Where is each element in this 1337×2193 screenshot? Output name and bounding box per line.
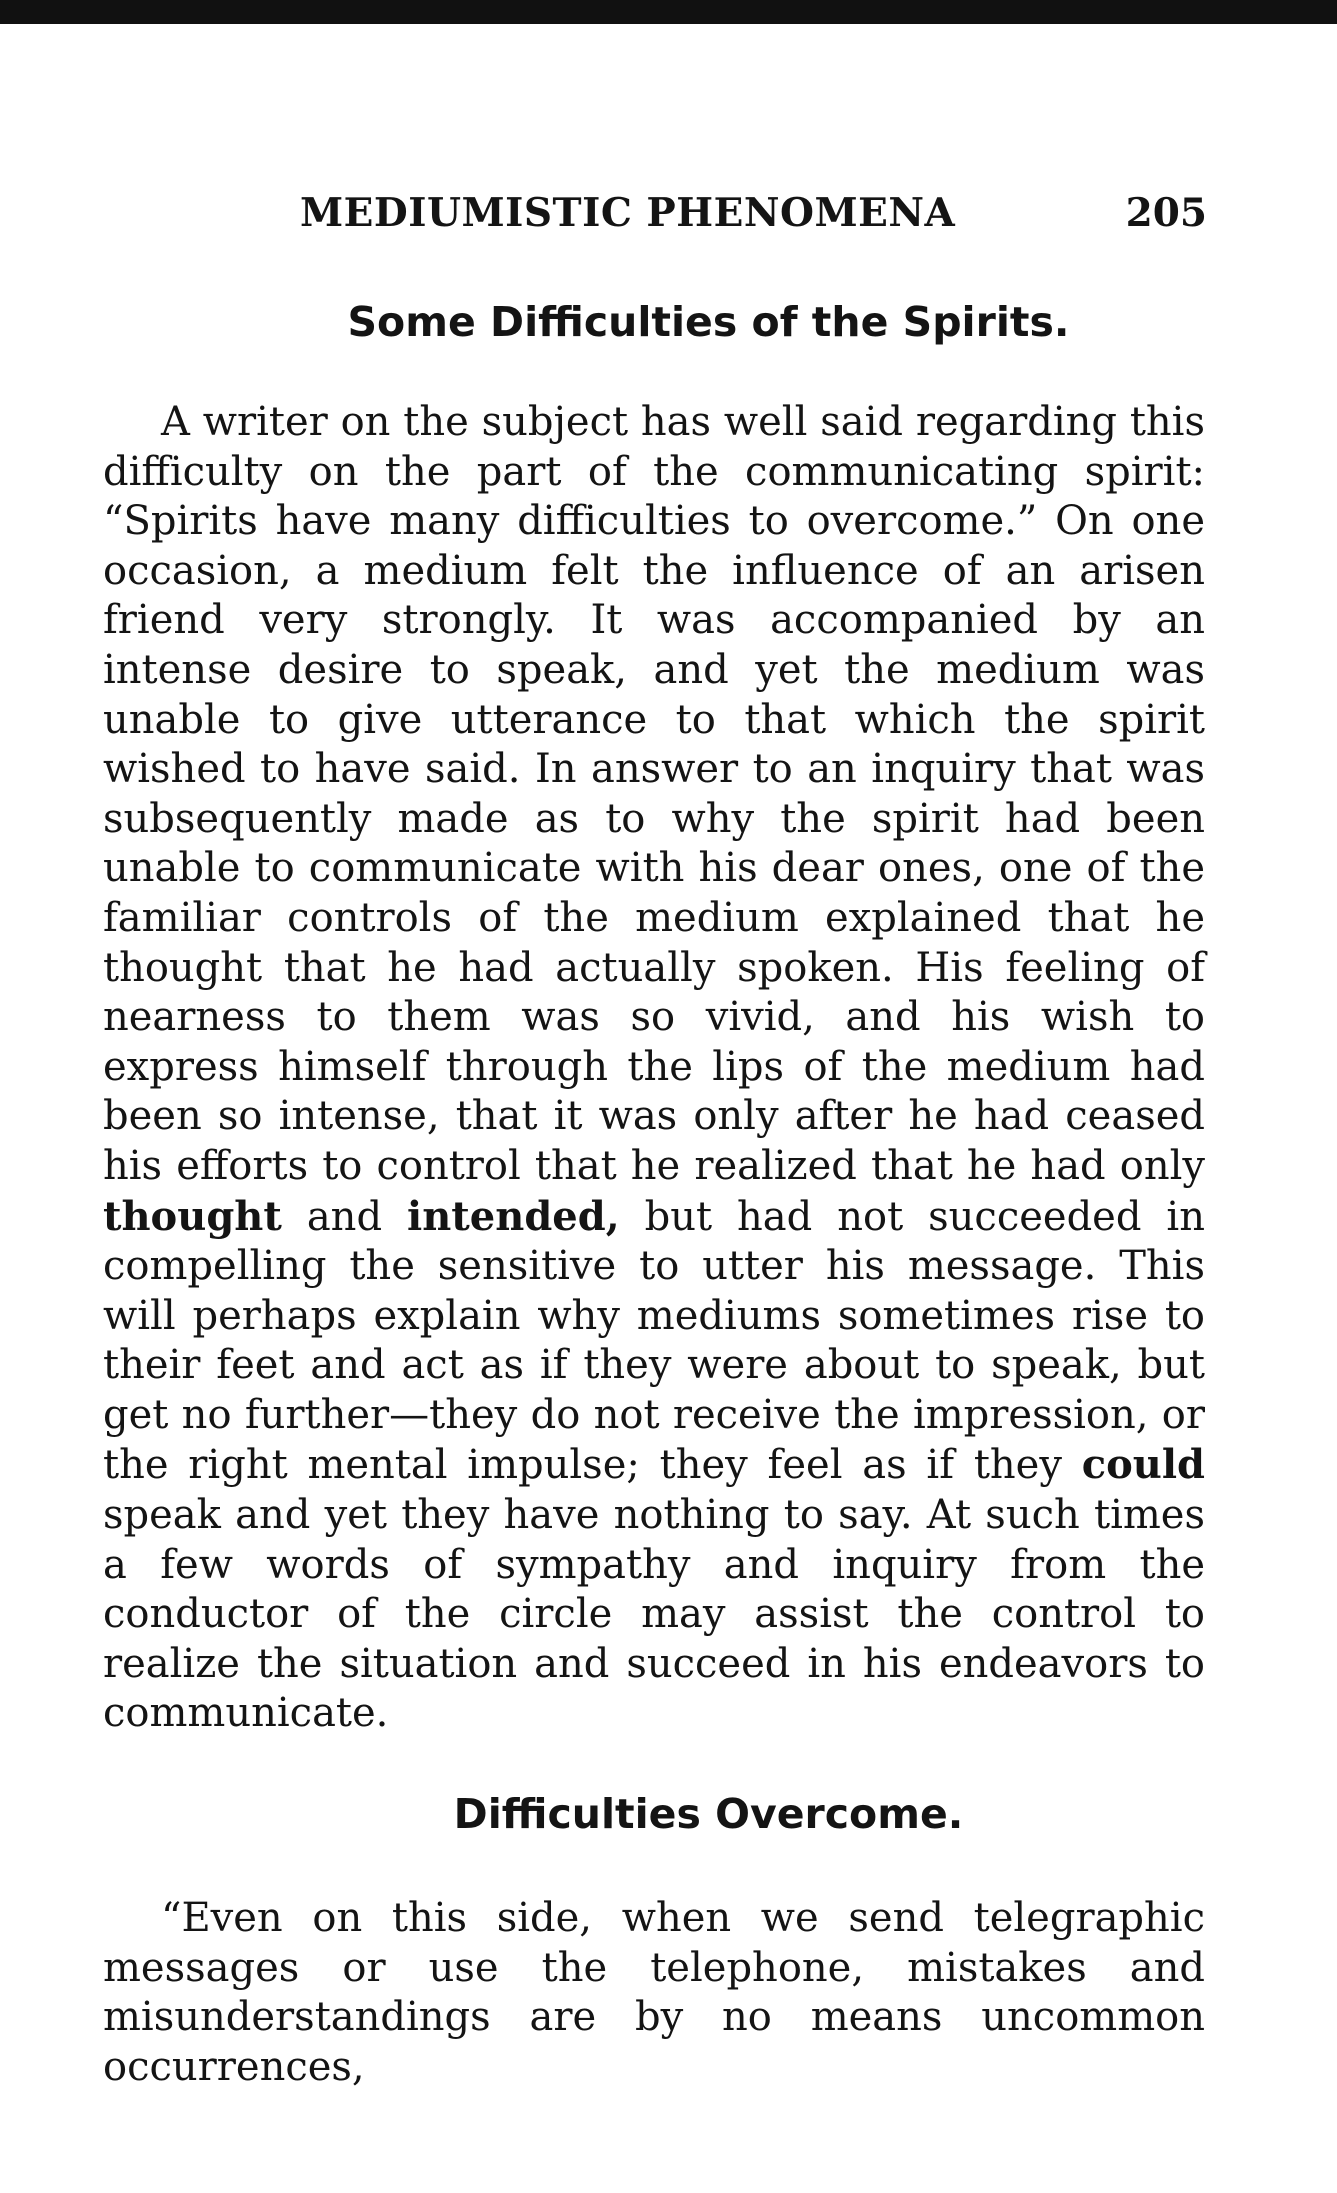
section-heading: Some Difficulties of the Spirits. [347,298,1070,346]
emphasized-word: thought [103,1192,282,1240]
emphasized-word: could [1081,1441,1205,1489]
page-number: 205 [1125,190,1207,236]
paragraph-text: but had not succeeded in compelling the sensitive to utter his message. This will perhaps explain why mediums sometimes rise to their feet and act as if they were about to speak, but get no further—they do not receive the impression, or the right mental impulse; they feel as if they [103,1193,1205,1489]
paragraph-text: speak and yet they have nothing to say. At such times a few words of sympathy and inquiry from the conductor of the circle may assist the control to realize the situation and succeed in his endeavors to communicate. [103,1492,1205,1737]
running-head [300,190,1207,236]
paragraph-text: and [281,1193,408,1240]
body-paragraph [103,398,1205,1739]
emphasized-word: intended, [407,1192,620,1240]
running-title: MEDIUMISTIC PHENOMENA [300,190,956,236]
top-border-rule [0,0,1337,24]
body-paragraph [103,1894,1205,2092]
section-heading: Difficulties Overcome. [453,1790,964,1838]
paragraph-text: “Even on this side, when we send telegraphic messages or use the telephone, mistakes and misunderstandings are by no means uncommon occurrences, [103,1895,1205,2090]
paragraph-text: A writer on the subject has well said regarding this difficulty on the part of the communicating spirit: “Spirits have many difficulties to overcome.” On one occasion, a medium felt the influence of an arisen friend very strongly. It was accompanied by an intense desire to speak, and yet the medium was unable to give utterance to that which the spirit wished to have said. In answer to an inquiry that was subsequently made as to why the spirit had been unable to communicate with his dear ones, one of the familiar controls of the medium explained that he thought that he had actually spoken. His feeling of nearness to them was so vivid, and his wish to express himself through the lips of the medium had been so intense, that it was only after he had ceased his efforts to control that he realized that he had only [103,399,1205,1189]
